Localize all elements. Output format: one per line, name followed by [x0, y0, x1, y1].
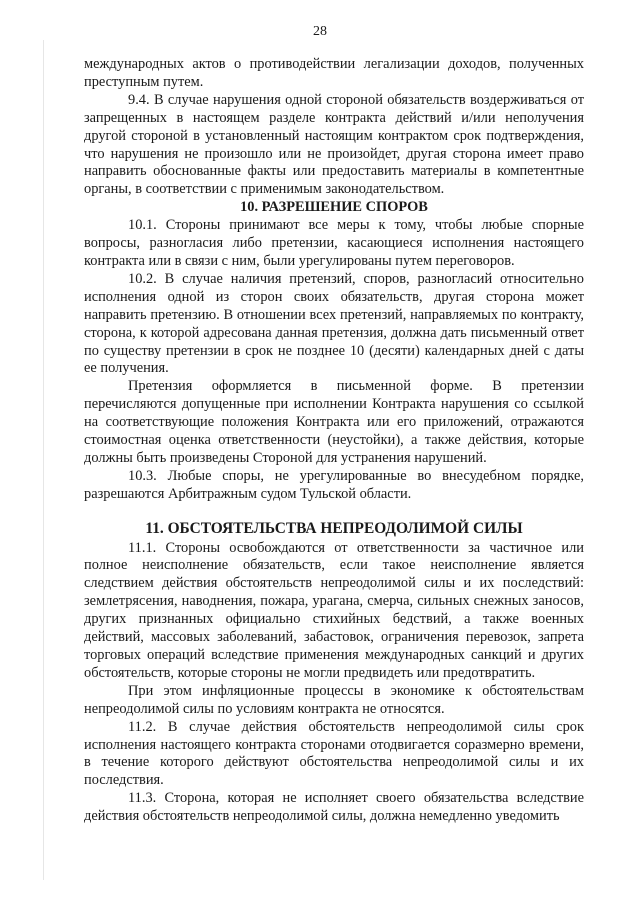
section-10-heading: 10. РАЗРЕШЕНИЕ СПОРОВ — [240, 199, 428, 216]
paragraph-10-2: 10.2. В случае наличия претензий, споров, разногласий относительно исполнения одной из сторон своих обязательств, другая сторона может направить претензию. В отношении всех претензий, направляемых по контракту, сторона, к которой адресована данная претензия, должна дать письменный ответ по существу претензии в срок не позднее 10 (десяти) календарных дней с даты ее получения. — [84, 270, 584, 377]
paragraph-10-3: 10.3. Любые споры, не урегулированные во внесудебном порядке, разрешаются Арбитражным судом Тульской области. — [84, 467, 584, 502]
paragraph-11-3: 11.3. Сторона, которая не исполняет своего обязательства вследствие действия обстоятельств непреодолимой силы, должна немедленно уведомить — [84, 790, 584, 825]
paragraph-11-1-inflation: При этом инфляционные процессы в экономике к обстоятельствам непреодолимой силы по условиям контракта не относятся. — [84, 682, 584, 717]
paragraph-10-1: 10.1. Стороны принимают все меры к тому, чтобы любые спорные вопросы, разногласия либо претензии, касающиеся исполнения настоящего контракта или в связи с ним, были урегулированы путем переговоров. — [84, 217, 584, 269]
paragraph-9-4: 9.4. В случае нарушения одной стороной обязательств воздерживаться от запрещенных в настоящем разделе контракта действий и/или неполучения другой стороной в установленный настоящим контрактом срок подтверждения, что нарушения не произошло или не произойдет, другая сторона имеет право направить обоснованные факты или предоставить материалы в компетентные органы, в соответствии с применимым законодательством. — [84, 91, 584, 198]
page-number: 28 — [313, 24, 327, 39]
document-body — [84, 56, 584, 826]
paragraph-11-2: 11.2. В случае действия обстоятельств непреодолимой силы срок исполнения настоящего контракта сторонами отодвигается соразмерно времени, в течение которого действуют обстоятельства непреодолимой силы и их последствия. — [84, 718, 584, 789]
paragraph-continuation: международных актов о противодействии легализации доходов, полученных преступным путем. — [84, 56, 584, 90]
paragraph-10-2-claim: Претензия оформляется в письменной форме. В претензии перечисляются допущенные при исполнении Контракта нарушения со ссылкой на соответствующие положения Контракта или его приложений, отражаются стоимостная оценка ответственности (неустойки), а также действия, которые должны быть произведены Стороной для устранения нарушений. — [84, 378, 584, 466]
scan-margin-line — [43, 40, 44, 880]
section-11-heading: 11. ОБСТОЯТЕЛЬСТВА НЕПРЕОДОЛИМОЙ СИЛЫ — [145, 519, 523, 537]
paragraph-11-1: 11.1. Стороны освобождаются от ответственности за частичное или полное неисполнение обязательств, если такое неисполнение является следствием действия обстоятельств непреодолимой силы и их последствий: землетрясения, наводнения, пожара, урагана, смерча, сильных снежных заносов, других признанных официально стихийных бедствий, а также военных действий, массовых заболеваний, забастовок, ограничения перевозок, запрета торговых операций вследствие применения международных санкций и других обстоятельств, которые стороны не могли предвидеть или предотвратить. — [84, 539, 584, 681]
